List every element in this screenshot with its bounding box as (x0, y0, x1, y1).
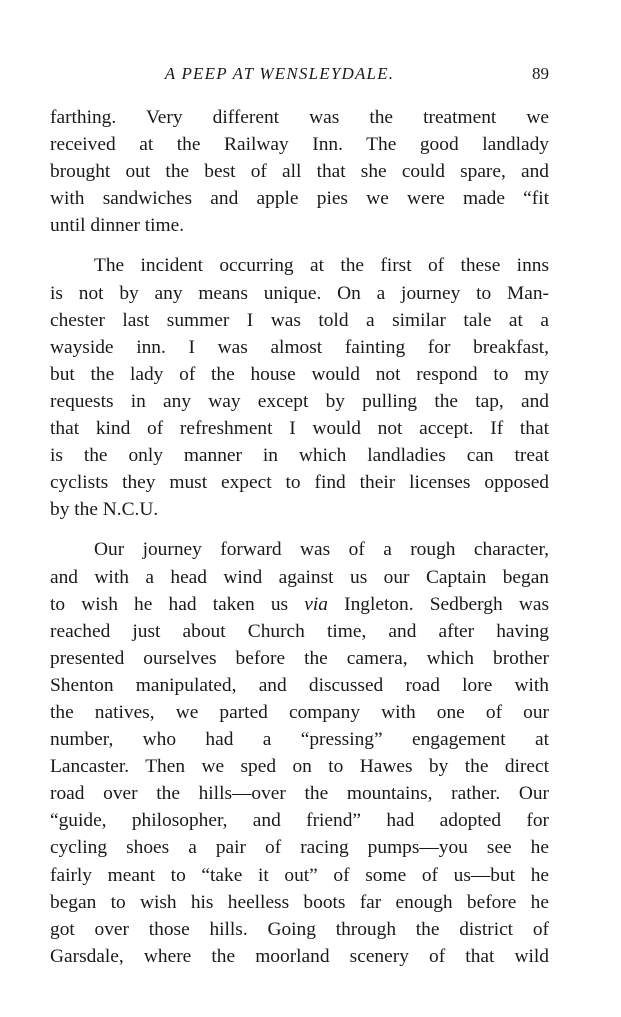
text-line: fairly meant to “take it out” of some of us—but he (50, 864, 549, 886)
paragraph-2 (50, 252, 549, 523)
paragraph-1 (50, 104, 549, 239)
text-line: Lancaster. Then we sped on to Hawes by the direct (50, 756, 549, 778)
text-line: number, who had a “pressing” engagement at (50, 729, 549, 751)
text-line: cyclists they must expect to find their licenses opposed (50, 472, 549, 494)
paragraph-3 (50, 536, 549, 970)
text-line: road over the hills—over the mountains, rather. Our (50, 783, 549, 805)
text-line: brought out the best of all that she could spare, and (50, 161, 549, 183)
text-line: that kind of refreshment I would not accept. If that (50, 418, 549, 440)
italic-word: via (304, 593, 328, 615)
text-line: Garsdale, where the moorland scenery of that wild (50, 945, 549, 967)
text-line: but the lady of the house would not respond to my (50, 363, 549, 385)
book-page (50, 62, 549, 970)
page-number: 89 (532, 64, 549, 83)
text-line: The incident occurring at the first of these inns (94, 255, 549, 277)
text-line: the natives, we parted company with one of our (50, 701, 549, 723)
text-line: chester last summer I was told a similar tale at a (50, 309, 549, 331)
text-line: is not by any means unique. On a journey to Man- (50, 282, 549, 304)
text-line: to wish he had taken us via Ingleton. Sedbergh was (50, 593, 549, 615)
text-line: wayside inn. I was almost fainting for breakfast, (50, 336, 549, 358)
text-line: got over those hills. Going through the district of (50, 918, 549, 940)
text-line: Shenton manipulated, and discussed road lore with (50, 674, 549, 696)
text-line: “guide, philosopher, and friend” had adopted for (50, 810, 549, 832)
text-line: began to wish his heelless boots far enough before he (50, 891, 549, 913)
text-line: requests in any way except by pulling the tap, and (50, 390, 549, 412)
text-line: is the only manner in which landladies can treat (50, 445, 549, 467)
text-line: reached just about Church time, and after having (50, 620, 549, 642)
text-line: by the N.C.U. (50, 499, 159, 521)
body-text (50, 104, 549, 970)
running-head (50, 62, 549, 92)
text-line: cycling shoes a pair of racing pumps—you see he (50, 837, 549, 859)
text-line: until dinner time. (50, 215, 185, 237)
text-line: presented ourselves before the camera, which brother (50, 647, 549, 669)
text-line: farthing. Very different was the treatment we (50, 107, 549, 128)
text-line: received at the Railway Inn. The good landlady (50, 134, 549, 156)
text-line: Our journey forward was of a rough character, (94, 539, 549, 561)
running-title: A PEEP AT WENSLEYDALE. (164, 64, 395, 83)
text-line: and with a head wind against us our Captain began (50, 566, 549, 588)
text-line: with sandwiches and apple pies we were made “fit (50, 188, 549, 210)
